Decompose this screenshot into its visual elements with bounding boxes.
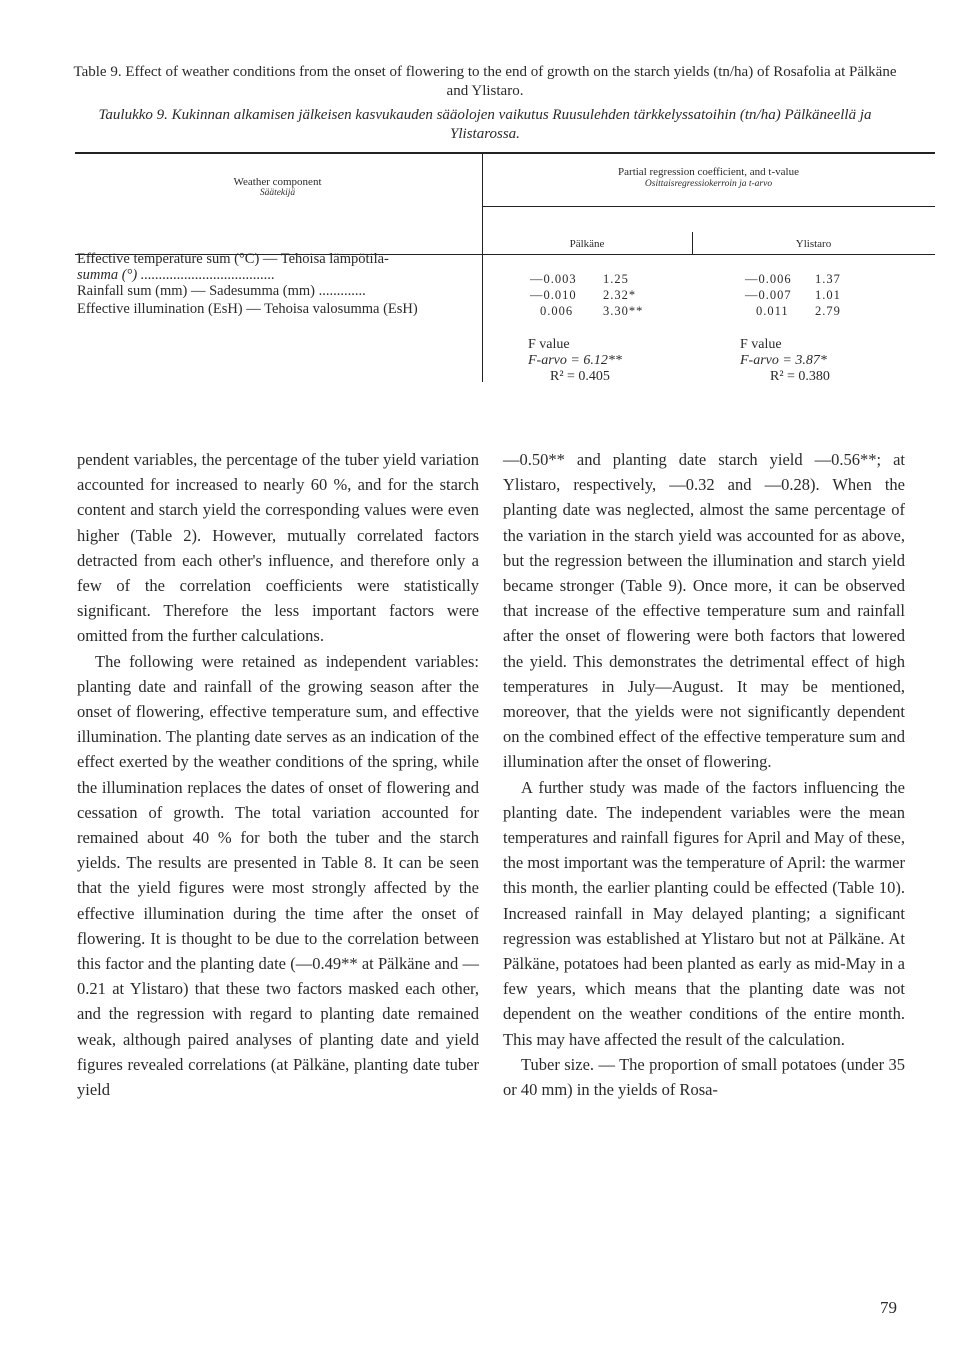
value-palkane-temp-coef: —0.003: [530, 272, 577, 286]
header-weather-component: Weather component: [233, 176, 322, 188]
value-ylistaro-illum-t: 2.79: [815, 304, 841, 318]
left-column: [77, 447, 479, 1102]
left-paragraph-1: pendent variables, the percentage of the tuber yield variation accounted for increased to nearly 60 %, and for the starch content and starch yield the corresponding values were even higher (Table 2). However, mutually correlated factors detracted from each other's influence, and therefore only a few of the correlation coefficients were statistically significant. Therefore the less important factors were omitted from the further calculations.: [77, 450, 479, 646]
palkane-r2: R² = 0.405: [550, 369, 610, 384]
header-weather-component-fi: Säätekijä: [259, 188, 296, 198]
table-caption-en: Table 9. Effect of weather conditions from the onset of flowering to the end of growth on the starch yields (tn/ha) of Rosafolia at Pälkäne and Ylistaro.: [73, 64, 897, 99]
value-palkane-rain-coef: —0.010: [530, 288, 577, 302]
ylistaro-f-value: F-arvo = 3.87*: [740, 353, 827, 368]
right-paragraph-2: A further study was made of the factors influencing the planting date. The independent variables were the mean temperatures and rainfall figures for April and May of these, the most important was the temperature of April: the warmer this month, the earlier planting could be effected (Table 10). Increased rainfall in May delayed planting; a significant regression was established at Ylistaro but not at Pälkäne. At Pälkäne, potatoes had been planted as early as mid-May in a few years, which means that the planting date was not dependent on the weather conditions of the entire month. This may have affected the result of the calculation.: [503, 777, 905, 1049]
table-subheader-rule: [482, 206, 935, 207]
row-label-rainfall: Rainfall sum (mm) — Sadesumma (mm) .............: [77, 283, 366, 299]
value-palkane-rain-t: 2.32*: [603, 288, 637, 302]
value-ylistaro-rain-coef: —0.007: [745, 288, 792, 302]
right-paragraph-3: Tuber size. — The proportion of small potatoes (under 35 or 40 mm) in the yields of Rosa-: [503, 1054, 905, 1100]
row-label-temperature: Effective temperature sum (°C) — Tehoisa lämpötila-: [77, 251, 389, 267]
value-ylistaro-rain-t: 1.01: [815, 288, 841, 302]
ylistaro-r2: R² = 0.380: [770, 369, 830, 384]
header-site-ylistaro: Ylistaro: [795, 238, 832, 250]
value-palkane-illum-t: 3.30**: [603, 304, 644, 318]
header-site-palkane: Pälkäne: [569, 238, 605, 250]
ylistaro-f-value-label: F value: [740, 337, 782, 352]
row-label-temperature-cont: summa (°) .....................................: [77, 267, 275, 283]
value-ylistaro-temp-coef: —0.006: [745, 272, 792, 286]
palkane-f-value: F-arvo = 6.12**: [528, 353, 622, 368]
value-ylistaro-temp-t: 1.37: [815, 272, 841, 286]
header-partial-regression-fi: Osittaisregressiokerroin ja t-arvo: [644, 179, 773, 189]
left-paragraph-2: The following were retained as independent variables: planting date and rainfall of the growing season after the onset of flowering, effective temperature sum, and effective illumination. The planting date serves as an indication of the effect exerted by the weather conditions of the spring, while the illumination replaces the dates of onset of flowering and cessation of growth. The total variation accounted for remained about 40 % for both the tuber and the starch yields. The results are presented in Table 8. It can be seen that the yield figures were most strongly affected by the effective illumination during the time after the onset of flowering. It is thought to be due to the correlation between this factor and the planting date (—0.49** at Pälkäne and —0.21 at Ylistaro) that these two factors masked each other, and the regression with regard to planting date remained weak, although paired analyses of planting date and yield figures revealed correlations (at Pälkäne, planting date tuber yield: [77, 651, 479, 1100]
header-partial-regression: Partial regression coefficient, and t-value: [618, 166, 799, 178]
page-number: 79: [880, 1298, 897, 1317]
right-paragraph-1: —0.50** and planting date starch yield —0.56**; at Ylistaro, respectively, —0.32 and —0.28). When the planting date was neglected, almost the same percentage of the variation in the starch yield was accounted for as above, but the regression between the illumination and starch yield became stronger (Table 9). Once more, it can be observed that increase of the effective temperature sum and rainfall after the onset of flowering were both factors that lowered the yield. This demonstrates the detrimental effect of high temperatures in July—August. It may be mentioned, moreover, that the yields were not significantly dependent on the combined effect of the effective temperature sum and illumination after the onset of flowering.: [503, 450, 905, 772]
table-caption-fi: Taulukko 9. Kukinnan alkamisen jälkeisen kasvukauden sääolojen vaikutus Ruusulehden tärkkelyssatoihin (tn/ha) Pälkäneellä ja Ylistarossa.: [98, 107, 872, 142]
palkane-f-value-label: F value: [528, 337, 570, 352]
right-column: [503, 447, 905, 1102]
table-top-rule: [75, 152, 935, 154]
value-palkane-illum-coef: 0.006: [540, 304, 574, 318]
row-label-illumination: Effective illumination (EsH) — Tehoisa valosumma (EsH): [77, 301, 418, 317]
value-palkane-temp-t: 1.25: [603, 272, 629, 286]
value-ylistaro-illum-coef: 0.011: [756, 304, 789, 318]
